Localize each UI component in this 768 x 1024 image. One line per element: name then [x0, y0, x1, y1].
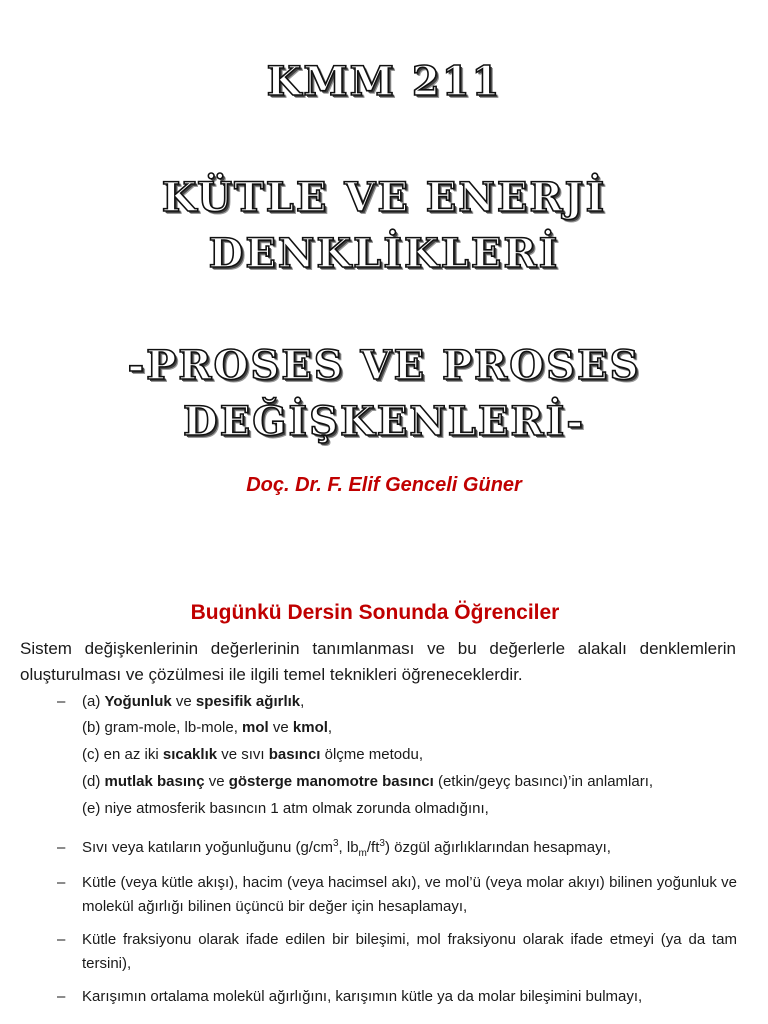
sub-item-d: (d) mutlak basınç ve gösterge manomotre basıncı (etkin/geyç basıncı)’in anlamları,: [82, 773, 654, 790]
dash-bullet: –: [57, 693, 66, 710]
sub-item-b: (b) gram-mole, lb-mole, mol ve kmol,: [82, 719, 333, 736]
list-item: – Kütle fraksiyonu olarak ifade edilen bir bileşimi, mol fraksiyonu olarak ifade etmeyi (ya da tam tersini),: [57, 928, 737, 976]
section-title: Bugünkü Dersin Sonunda Öğrenciler: [190, 601, 560, 624]
list-item: [57, 690, 737, 822]
intro-paragraph: Sistem değişkenlerinin değerlerinin tanımlanması ve bu değerlerle alakalı denklemlerin oluşturulması ve çözülmesi ile ilgili temel teknikleri öğreneceklerdir.: [20, 639, 736, 684]
author-name: Doç. Dr. F. Elif Genceli Güner: [246, 474, 522, 496]
dash-bullet: –: [57, 839, 66, 856]
objectives-list-item-3: [57, 871, 737, 919]
objectives-list-item-5: [57, 985, 737, 1009]
course-title-line2: DENKLİKLERİ: [208, 230, 560, 277]
list-item: – Sıvı veya katıların yoğunluğunu ($g/cm^3$, $lb_m/ft^3$) özgül ağırlıklarından hesapmayı,: [57, 838, 611, 859]
list-item: – Kütle (veya kütle akışı), hacim (veya hacimsel akı), ve mol’ü (veya molar akıyı) bilinen yoğunluk ve molekül ağırlığı bilinen üçüncü bir değer için hesaplamayı,: [57, 871, 737, 919]
list-item: – Karışımın ortalama molekül ağırlığını, karışımın kütle ya da molar bileşimini bulmayı,: [57, 985, 737, 1009]
objectives-list-item-2: [57, 836, 737, 860]
topic-title-line2: DEĞİŞKENLERİ-: [183, 398, 585, 445]
sub-item-e: (e) niye atmosferik basıncın 1 atm olmak zorunda olmadığını,: [82, 800, 489, 817]
objectives-list-item-4: [57, 928, 737, 976]
objectives-list-group-1: [57, 690, 737, 822]
topic-title-line1: -PROSES VE PROSES: [127, 342, 641, 389]
dash-bullet: –: [57, 988, 66, 1005]
course-title: [0, 170, 768, 282]
sub-item-a: (a) Yoğunluk ve spesifik ağırlık,: [82, 693, 305, 710]
dash-bullet: –: [57, 931, 66, 948]
course-title-line1: KÜTLE VE ENERJİ: [161, 174, 607, 221]
dash-bullet: –: [57, 874, 66, 891]
sub-item-c: (c) en az iki sıcaklık ve sıvı basıncı ölçme metodu,: [82, 746, 423, 763]
topic-title: [0, 338, 768, 450]
course-code: KMM 211: [266, 58, 502, 105]
